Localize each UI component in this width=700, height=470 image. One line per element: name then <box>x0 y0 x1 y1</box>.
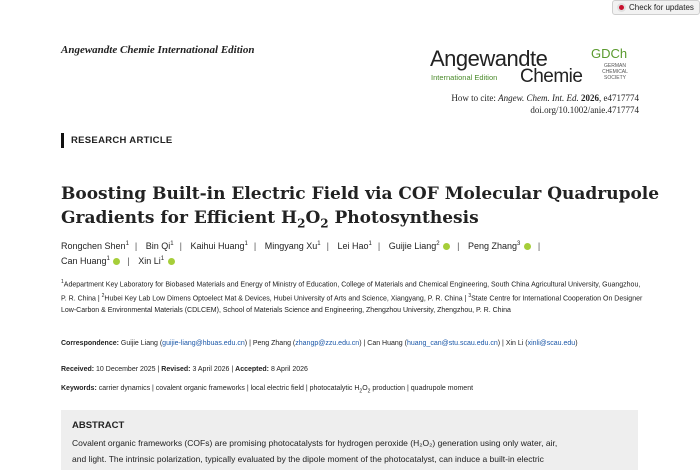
affiliations: $^1$Adepartment Key Laboratory for Biobased Materials and Energy of Ministry of Education, College of Materials and Chemical Engineering, South China Agricultural University, Guangzhou, P. R. China | $^2$Hubei Key Lab Low Dimens Optoelect Mat & Devices, Hubei University of Arts and Science, Xiangyang, P. R. China | $^3$State Centre for International Cooperation On Designer Low-Carbon & Environmental Materials (CDLCEM), School of Materials Science and Engineering, Zhengzhou University, Zhengzhou, P. R. China <box>61 279 643 314</box>
citation-info <box>451 92 639 116</box>
email-link[interactable]: xinli@scau.edu <box>527 340 576 347</box>
article-title: Boosting Built-in Electric Field via COF Molecular Quadrupole Gradients for Efficient $H_2O_2$ Photosynthesis <box>61 184 660 231</box>
gdch-logo: GDCh <box>591 46 628 61</box>
author[interactable]: Xin Li$^1$ <box>138 256 175 266</box>
author[interactable]: Peng Zhang$^3$ <box>468 241 532 251</box>
author[interactable]: Rongchen Shen$^1$ <box>61 241 129 251</box>
author[interactable]: Lei Hao$^1$ <box>337 241 372 251</box>
orcid-icon[interactable] <box>113 258 120 265</box>
author[interactable]: Can Huang$^1$ <box>61 256 121 266</box>
email-link[interactable]: huang_can@stu.scau.edu.cn <box>406 340 498 347</box>
article-dates: Received: 10 December 2025 | Revised: 3 April 2026 | Accepted: 8 April 2026 <box>61 366 308 373</box>
how-to-cite: How to cite: Angew. Chem. Int. Ed. 2026, e4717774 <box>451 93 639 103</box>
orcid-icon[interactable] <box>443 243 450 250</box>
author-list: Rongchen Shen$^1$ | Bin Qi$^1$ | Kaihui Huang$^1$ | Mingyang Xu$^1$ | Lei Hao$^1$ | Guijie Liang$^2$ | Peng Zhang$^3$ | Can Huang$^1$ | Xin Li$^1$ <box>61 241 541 266</box>
logo-angewandte: Angewandte <box>430 46 548 71</box>
author[interactable]: Mingyang Xu$^1$ <box>264 241 321 251</box>
email-link[interactable]: zhangp@zzu.edu.cn <box>295 340 360 347</box>
orcid-icon[interactable] <box>524 243 531 250</box>
gdch-subtitle: GERMAN CHEMICAL SOCIETY <box>602 63 628 81</box>
logo-international-edition: International Edition <box>431 73 498 82</box>
author[interactable]: Kaihui Huang$^1$ <box>190 241 248 251</box>
check-for-updates-label: Check for updates <box>629 3 694 12</box>
author[interactable]: Bin Qi$^1$ <box>145 241 174 251</box>
keywords: Keywords: carrier dynamics | covalent organic frameworks | local electric field | photocatalytic $H_2O_2$ production | quadrupole moment <box>61 385 474 395</box>
orcid-icon[interactable] <box>168 258 175 265</box>
abstract-heading: ABSTRACT <box>72 420 125 431</box>
abstract-text: Covalent organic frameworks (COFs) are promising photocatalysts for hydrogen peroxide (H₂O₂) generation using only water, air, and light. The intrinsic polarization, typically evaluated by the dipole moment of the photocatalyst, can induce a built-in electric <box>72 438 558 464</box>
journal-name: Angewandte Chemie International Edition <box>61 44 255 56</box>
author[interactable]: Guijie Liang$^2$ <box>389 241 451 251</box>
email-link[interactable]: guijie-liang@hbuas.edu.cn <box>162 340 245 347</box>
journal-logo <box>430 46 630 86</box>
doi-link[interactable]: doi.org/10.1002/anie.4717774 <box>530 105 639 115</box>
section-marker <box>61 133 64 148</box>
correspondence: Correspondence: Guijie Liang (guijie-liang@hbuas.edu.cn) | Peng Zhang (zhangp@zzu.edu.cn) | Can Huang (huang_can@stu.scau.edu.cn) | Xin Li (xinli@scau.edu) <box>61 340 578 347</box>
article-type: RESEARCH ARTICLE <box>71 135 173 146</box>
crossmark-icon <box>617 3 626 12</box>
check-for-updates-button[interactable] <box>612 0 700 15</box>
logo-chemie: Chemie <box>520 66 583 87</box>
